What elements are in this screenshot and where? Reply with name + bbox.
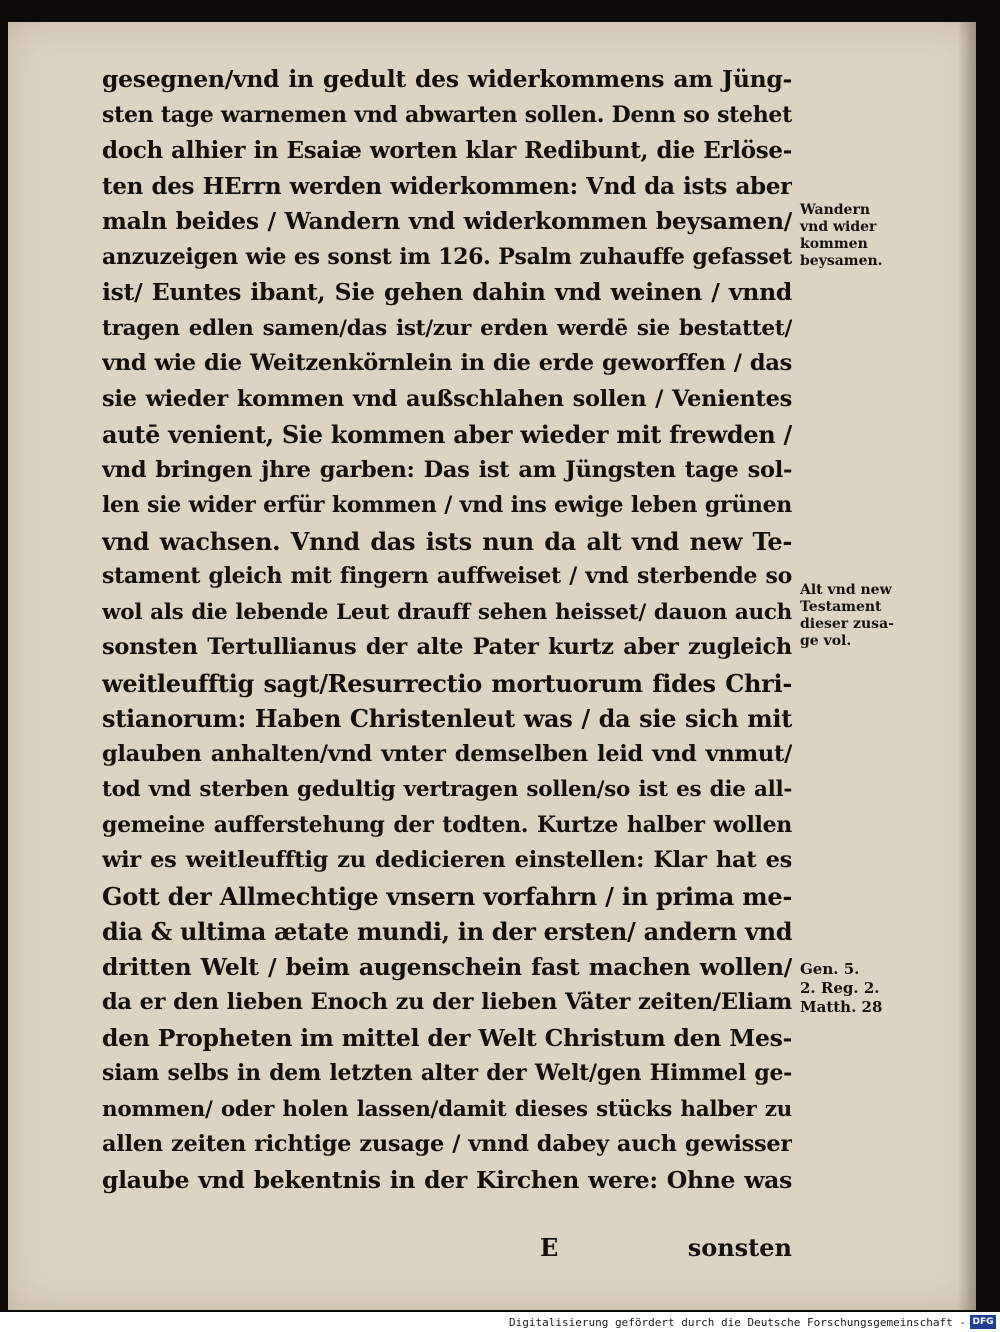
text-line: nommen/ oder holen lassen/damit dieses stücks halber zu: [102, 1096, 792, 1122]
text-line: tragen edlen samen/das ist/zur erden werdē sie bestattet/: [102, 315, 792, 341]
dfg-logo: DFG: [970, 1315, 996, 1329]
text-line: Gott der Allmechtige vnsern vorfahrn / in prima me-: [102, 881, 792, 911]
text-line: tod vnd sterben gedultig vertragen sollen/so ist es die all-: [102, 777, 792, 802]
catchword: sonsten: [687, 1233, 792, 1262]
text-line: sonsten Tertullianus der alte Pater kurtz aber zugleich: [102, 634, 792, 660]
margin-note-line: Alt vnd new: [800, 582, 892, 598]
text-line: weitleufftig sagt/Resurrectio mortuorum fides Chri-: [102, 668, 792, 698]
margin-note-line: dieser zusa-: [800, 616, 894, 632]
text-line: dia & ultima ætate mundi, in der ersten/ andern vnd: [102, 917, 792, 946]
margin-note-line: 2. Reg. 2.: [800, 979, 880, 997]
margin-note-line: Gen. 5.: [800, 960, 860, 978]
text-line: dritten Welt / beim augenschein fast machen wollen/: [102, 952, 792, 981]
text-line: gemeine aufferstehung der todten. Kurtze halber wollen: [102, 811, 792, 838]
text-line: da er den lieben Enoch zu der lieben Väter zeiten/Eliam: [102, 989, 792, 1015]
text-line: sten tage warnemen vnd abwarten sollen. Denn so stehet: [102, 101, 792, 128]
text-line: stianorum: Haben Christenleut was / da sie sich mit: [102, 704, 792, 733]
signature-mark: E: [540, 1233, 559, 1262]
main-text-block: [102, 62, 792, 1262]
text-line: sie wieder kommen vnd außschlahen sollen / Venientes: [102, 385, 792, 412]
footer-bar: [0, 1312, 1000, 1332]
margin-note-line: ge vol.: [800, 633, 852, 649]
text-line: glauben anhalten/vnd vnter demselben leid vnd vnmut/: [102, 740, 792, 767]
text-line: vnd wie die Weitzenkörnlein in die erde geworffen / das: [102, 350, 792, 376]
margin-note-line: Testament: [800, 599, 882, 615]
margin-note-line: Wandern: [800, 202, 871, 218]
text-line: den Propheten im mittel der Welt Christum den Mes-: [102, 1023, 792, 1052]
text-line: autē venient, Sie kommen aber wieder mit frewden /: [102, 420, 792, 449]
text-line: doch alhier in Esaiæ worten klar Redibunt, die Erlöse-: [102, 137, 792, 164]
text-line: ist/ Euntes ibant, Sie gehen dahin vnd weinen / vnnd: [102, 278, 792, 306]
text-line: allen zeiten richtige zusage / vnnd dabey auch gewisser: [102, 1131, 792, 1157]
text-line: maln beides / Wandern vnd widerkommen beysamen/: [102, 207, 792, 235]
margin-note-2: [800, 582, 930, 650]
text-line: anzuzeigen wie es sonst im 126. Psalm zuhauffe gefasset: [102, 243, 792, 270]
footer-funding-text: Digitalisierung gefördert durch die Deutsche Forschungsgemeinschaft -: [509, 1316, 966, 1329]
text-line: vnd bringen jhre garben: Das ist am Jüngsten tage sol-: [102, 456, 792, 483]
text-line: siam selbs in dem letzten alter der Welt/gen Himmel ge-: [102, 1060, 792, 1086]
margin-note-line: Matth. 28: [800, 998, 883, 1016]
text-line: gesegnen/vnd in gedult des widerkommens am Jüng-: [102, 65, 792, 93]
margin-note-3: [800, 960, 930, 1017]
text-line: wol als die lebende Leut drauff sehen heisset/ dauon auch: [102, 599, 792, 625]
text-line: glaube vnd bekentnis in der Kirchen were: Ohne was: [102, 1165, 792, 1194]
page-paper: [8, 22, 976, 1310]
text-line: ten des HErrn werden widerkommen: Vnd da ists aber: [102, 172, 792, 200]
margin-note-line: vnd wider: [800, 219, 877, 235]
margin-note-line: kommen: [800, 236, 868, 252]
text-line: len sie wider erfür kommen / vnd ins ewige leben grünen: [102, 492, 792, 518]
text-line: vnd wachsen. Vnnd das ists nun da alt vnd new Te-: [102, 526, 792, 556]
margin-note-1: [800, 202, 930, 270]
text-line: wir es weitleufftig zu dedicieren einstellen: Klar hat es: [102, 847, 792, 873]
page-footer-line: [102, 1230, 792, 1266]
text-line: stament gleich mit fingern auffweiset / vnd sterbende so: [102, 563, 792, 589]
margin-note-line: beysamen.: [800, 253, 883, 269]
